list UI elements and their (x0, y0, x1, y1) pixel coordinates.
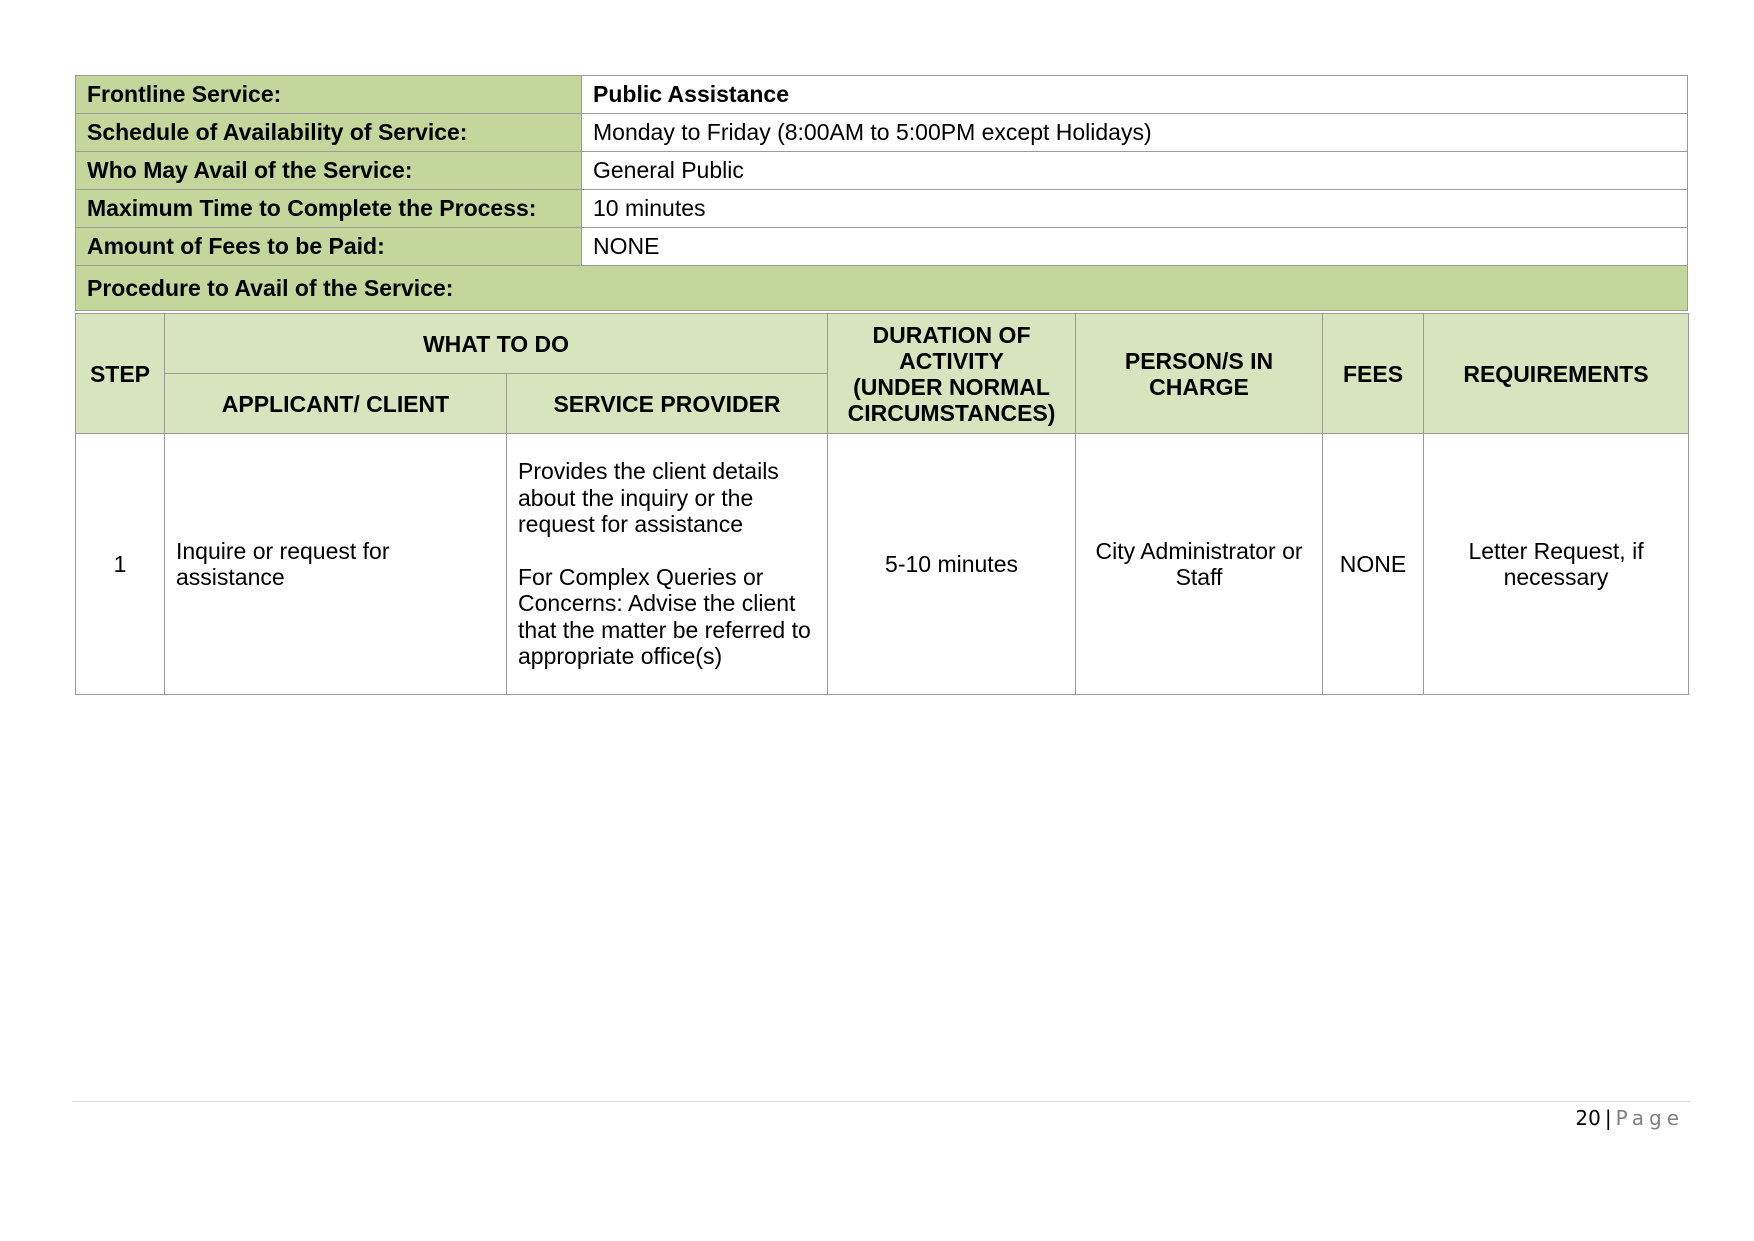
requirements-line: necessary (1503, 564, 1609, 590)
header-service-provider: SERVICE PROVIDER (507, 374, 828, 434)
provider-action (507, 434, 828, 695)
info-row-who (76, 152, 1688, 190)
paragraph-gap (518, 538, 819, 564)
provider-action-line: Provides the client details (518, 458, 779, 485)
max-time-label: Maximum Time to Complete the Process: (76, 190, 582, 228)
who-may-avail-label: Who May Avail of the Service: (76, 152, 582, 190)
header-fees: FEES (1323, 314, 1424, 434)
person-in-charge-line: City Administrator or (1095, 537, 1303, 564)
procedure-label: Procedure to Avail of the Service: (76, 266, 1688, 311)
header-row-top (76, 314, 1689, 374)
info-row-max-time (76, 190, 1688, 228)
footer-separator: | (1604, 1106, 1612, 1130)
header-person-line: PERSON/S IN (1124, 347, 1274, 374)
provider-action-line: request for assistance (518, 511, 744, 538)
schedule-label: Schedule of Availability of Service: (76, 114, 582, 152)
footer-divider (72, 1101, 1690, 1102)
provider-action-line: that the matter be referred to (518, 616, 811, 643)
header-step: STEP (76, 314, 165, 434)
info-row-frontline (76, 76, 1688, 114)
header-duration-line: (UNDER NORMAL (853, 373, 1050, 400)
header-duration-line: ACTIVITY (899, 347, 1004, 374)
header-person-in-charge (1076, 314, 1323, 434)
provider-action-line: Concerns: Advise the client (518, 590, 796, 617)
applicant-action (165, 434, 507, 695)
frontline-service-value: Public Assistance (582, 76, 1688, 114)
header-duration-line: DURATION OF (872, 321, 1031, 348)
info-row-fees (76, 228, 1688, 266)
applicant-action-line: Inquire or request for (176, 537, 390, 564)
provider-action-line: For Complex Queries or (518, 563, 764, 590)
frontline-service-label: Frontline Service: (76, 76, 582, 114)
provider-action-line: appropriate office(s) (518, 643, 723, 670)
duration-value: 5-10 minutes (828, 434, 1076, 695)
service-info-table (75, 75, 1688, 311)
header-person-line: CHARGE (1149, 373, 1249, 400)
fees-value: NONE (582, 228, 1688, 266)
schedule-value: Monday to Friday (8:00AM to 5:00PM except Holidays) (582, 114, 1688, 152)
requirements-line: Letter Request, if (1468, 537, 1644, 564)
page-label: Page (1615, 1106, 1684, 1130)
info-row-schedule (76, 114, 1688, 152)
header-what-to-do: WHAT TO DO (165, 314, 828, 374)
provider-action-line: about the inquiry or the (518, 484, 754, 511)
person-in-charge-value (1076, 434, 1323, 695)
procedure-table (75, 313, 1689, 695)
requirements-value (1424, 434, 1689, 695)
person-in-charge-line: Staff (1175, 564, 1223, 590)
who-may-avail-value: General Public (582, 152, 1688, 190)
page-number: 20 (1575, 1106, 1601, 1130)
applicant-action-line: assistance (176, 564, 285, 590)
fees-cell-value: NONE (1323, 434, 1424, 695)
header-duration (828, 314, 1076, 434)
header-requirements: REQUIREMENTS (1424, 314, 1689, 434)
max-time-value: 10 minutes (582, 190, 1688, 228)
info-row-procedure (76, 266, 1688, 311)
header-applicant-client: APPLICANT/ CLIENT (165, 374, 507, 434)
page-footer (1575, 1106, 1684, 1130)
header-duration-line: CIRCUMSTANCES) (847, 399, 1056, 426)
fees-label: Amount of Fees to be Paid: (76, 228, 582, 266)
table-row (76, 434, 1689, 695)
step-number: 1 (76, 434, 165, 695)
